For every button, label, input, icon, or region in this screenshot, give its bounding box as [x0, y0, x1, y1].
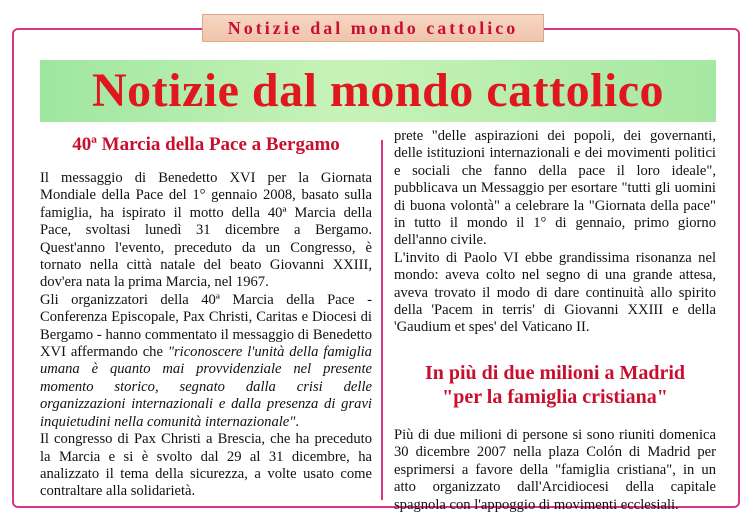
banner-title: Notizie dal mondo cattolico — [91, 64, 665, 117]
section-tab-title: Notizie dal mondo cattolico — [227, 18, 519, 38]
article-paragraph: Il messaggio di Benedetto XVI per la Giornata Mondiale della Pace del 1° gennaio 2008, basato sulla famiglia, ha ispirato il motto della 40ª Marcia della Pace, svoltasi lunedì 31 dicembre a Bergamo. Quest'anno l'evento, preceduto da un Congresso, è tornato nella città natale del beato Giovanni XXIII, dov'era nata la prima Marcia, nel 1967. — [40, 170, 372, 291]
article-paragraph: Il congresso di Pax Christi a Brescia, che ha preceduto la Marcia e si è svolto dal 29 al 31 dicembre, ha analizzato il tema della sicurezza, a volte usato come contraltare alla solidarietà. — [40, 431, 372, 500]
right-column — [394, 128, 716, 514]
paragraph-text: . — [295, 413, 300, 430]
heading-line: "per la famiglia cristiana" — [442, 385, 668, 408]
article-paragraph: Più di due milioni di persone si sono riuniti domenica 30 dicembre 2007 nella plaza Colón di Madrid per esprimersi a favore della "famiglia cristiana", in un atto organizzato dall'Arcidiocesi della capitale spagnola con l'appoggio di movimenti ecclesiali. — [394, 426, 716, 513]
column-divider — [381, 140, 383, 500]
article-heading-bergamo: 40ª Marcia della Pace a Bergamo — [72, 134, 340, 155]
heading-line: In più di due milioni a Madrid — [424, 361, 686, 384]
paragraph-text: Gli organizzatori della 40ª Marcia della Pace - Conferenza Episcopale, Pax Christi, Caritas e Diocesi di Bergamo - hanno commentato il messaggio di Benedetto XVI affermando che — [40, 291, 372, 361]
article-paragraph: prete "delle aspirazioni dei popoli, dei governanti, delle istituzioni internazionali e dei movimenti politici e sociali che fanno della pace il loro ideale", pubblicava un Messaggio per esortare "tutti gli uomini di buona volontà" a celebrare la "Giornata della pace" in tutto il mondo il 1° di gennaio, primo giorno dell'anno civile. — [394, 128, 716, 249]
article-paragraph — [40, 292, 372, 431]
article-heading-madrid — [394, 361, 716, 409]
banner — [40, 60, 716, 122]
section-tab — [202, 14, 544, 42]
left-column — [40, 128, 372, 501]
article-paragraph: L'invito di Paolo VI ebbe grandissima risonanza nel mondo: aveva colto nel segno di una grande attesa, aveva trovato il modo di dare continuità allo spirito della 'Pacem in terris' di Giovanni XXIII e della 'Gaudium et spes' del Vaticano II. — [394, 249, 716, 336]
quote-text: "riconoscere l'unità della famiglia umana è quanto mai provvidenziale nel presente momento storico, segnato dalla crisi delle organizzazioni internazionali e dalla presenza di gravi inquietudini nella comunità internazionale" — [40, 344, 372, 430]
